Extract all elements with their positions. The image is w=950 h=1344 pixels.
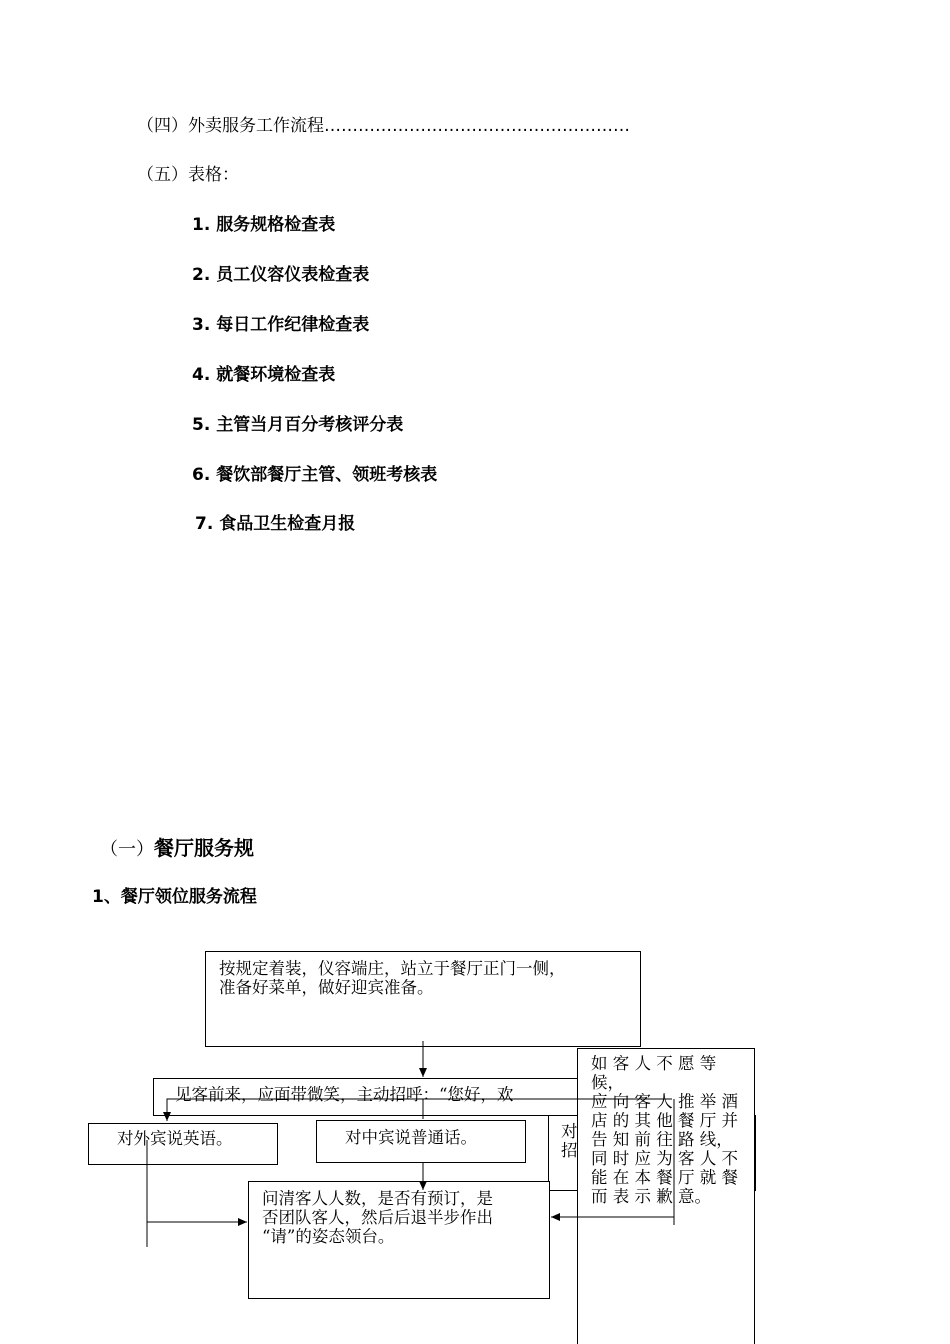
form-item-2: 2. 员工仪容仪表检查表 [192,265,370,285]
form-item-1: 1. 服务规格检查表 [192,215,336,235]
section-subtitle: 1、餐厅领位服务流程 [92,887,257,907]
flow-step-other-text: 对 招 [561,1122,578,1160]
form-item-5: 5. 主管当月百分考核评分表 [192,415,404,435]
section-prefix: （一） [100,839,154,860]
toc-item-5: （五）表格： [137,165,239,185]
flow-side-note-text: 如 客 人 不 愿 等 候， 应 向 客 人 推 举 酒 店 的 其 他 餐 厅 并 告 知 前 往 路 线， 同 时 应 为 客 人 不 能 在 本 餐 厅 就 餐 而 表 示 歉 意。 [591,1054,738,1206]
form-item-4: 4. 就餐环境检查表 [192,365,336,385]
arrow-greet-to-english [167,1099,672,1121]
section-title: 餐厅服务规 [154,836,254,860]
form-item-6: 6. 餐饮部餐厅主管、领班考核表 [192,465,438,485]
flow-step-prepare-text: 按规定着装，仪容端庄，站立于餐厅正门一侧， 准备好菜单，做好迎宾准备。 [219,959,566,997]
flow-step-seat-text: 问清客人人数，是否有预订，是 否团队客人，然后后退半步作出 “请”的姿态领台。 [262,1189,493,1246]
form-item-3: 3. 每日工作纪律检查表 [192,315,370,335]
form-item-7: 7. 食品卫生检查月报 [195,514,356,534]
toc-item-4: （四）外卖服务工作流程……………………………………………… [137,116,630,136]
flow-step-mandarin-text: 对中宾说普通话。 [345,1128,477,1147]
flow-step-greet-text: 见客前来，应面带微笑，主动招呼：“您好，欢 [175,1085,514,1104]
flow-step-english-text: 对外宾说英语。 [117,1129,233,1148]
